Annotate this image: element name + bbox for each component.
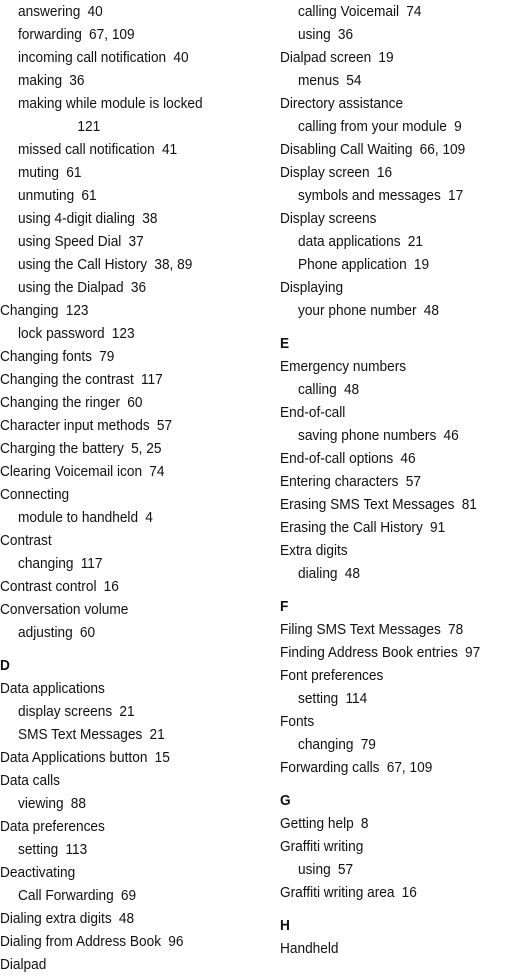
index-page-numbers: 57 xyxy=(405,473,421,490)
index-letter-heading: G xyxy=(280,792,291,809)
index-subentry xyxy=(280,230,499,253)
index-subentry xyxy=(0,0,243,23)
index-subentry xyxy=(280,23,499,46)
index-page-numbers: 79 xyxy=(99,348,115,365)
index-page-numbers: 48 xyxy=(343,381,360,398)
index-term: Getting help xyxy=(280,815,354,832)
index-term: Conversation volume xyxy=(0,601,129,618)
index-entry xyxy=(0,345,243,368)
index-page-numbers: 121 xyxy=(77,118,101,135)
index-term: Erasing SMS Text Messages xyxy=(280,496,455,513)
index-term: lock password xyxy=(18,325,105,342)
index-term: changing xyxy=(298,736,354,753)
index-entry xyxy=(0,414,243,437)
index-page-numbers: 54 xyxy=(346,72,362,89)
index-entry xyxy=(280,881,499,904)
index-entry xyxy=(280,641,499,664)
index-term: Display screen xyxy=(280,164,370,181)
index-entry xyxy=(0,677,243,700)
index-subentry xyxy=(0,322,243,345)
index-term: Phone application xyxy=(298,256,407,273)
index-page-numbers: 91 xyxy=(430,519,446,536)
index-continuation xyxy=(0,115,243,138)
index-term: Changing xyxy=(0,302,59,319)
index-term: viewing xyxy=(18,795,64,812)
index-entry xyxy=(0,299,243,322)
index-page-numbers: 57 xyxy=(156,417,173,434)
index-page-numbers: 79 xyxy=(360,736,376,753)
index-page-numbers: 74 xyxy=(149,463,165,480)
index-entry xyxy=(0,391,243,414)
index-page-numbers: 8 xyxy=(360,815,369,832)
index-term: your phone number xyxy=(298,302,417,319)
index-entry xyxy=(0,575,243,598)
index-term: Character input methods xyxy=(0,417,150,434)
index-term: Contrast control xyxy=(0,578,97,595)
index-subentry xyxy=(0,506,243,529)
index-page-numbers: 88 xyxy=(70,795,87,812)
index-entry xyxy=(0,746,243,769)
index-term: using Speed Dial xyxy=(18,233,122,250)
index-subentry xyxy=(0,69,243,92)
index-term: Data preferences xyxy=(0,818,105,835)
index-subentry xyxy=(0,184,243,207)
index-term: dialing xyxy=(298,565,338,582)
index-subentry xyxy=(280,0,499,23)
index-entry xyxy=(280,447,499,470)
index-subentry xyxy=(0,207,243,230)
index-entry xyxy=(280,207,499,230)
index-term: unmuting xyxy=(18,187,75,204)
index-page-numbers: 74 xyxy=(406,3,422,20)
index-entry xyxy=(280,664,499,687)
index-page-numbers: 36 xyxy=(337,26,354,43)
index-subentry xyxy=(0,138,243,161)
index-term: Deactivating xyxy=(0,864,76,881)
index-page-numbers: 46 xyxy=(400,450,416,467)
index-page-numbers: 21 xyxy=(407,233,424,250)
index-subentry xyxy=(0,792,243,815)
index-term: Dialpad xyxy=(0,956,47,973)
index-entry xyxy=(0,953,243,976)
index-entry xyxy=(0,769,243,792)
index-subentry xyxy=(0,276,243,299)
index-term: menus xyxy=(298,72,340,89)
index-term: calling Voicemail xyxy=(298,3,400,20)
index-term: Changing fonts xyxy=(0,348,92,365)
index-page-numbers: 46 xyxy=(443,427,459,444)
index-entry xyxy=(280,355,499,378)
section-gap xyxy=(280,585,499,595)
section-gap xyxy=(280,779,499,789)
index-term: Dialing extra digits xyxy=(0,910,112,927)
index-page-numbers: 81 xyxy=(461,496,477,513)
index-page-numbers: 38 xyxy=(142,210,158,227)
index-term: using the Call History xyxy=(18,256,148,273)
index-term: Directory assistance xyxy=(280,95,404,112)
index-entry xyxy=(0,930,243,953)
index-entry xyxy=(280,618,499,641)
index-subentry xyxy=(0,230,243,253)
index-right-column xyxy=(280,0,523,960)
index-term: making xyxy=(18,72,63,89)
index-page-numbers: 21 xyxy=(119,703,135,720)
index-term: Clearing Voicemail icon xyxy=(0,463,143,480)
index-term: setting xyxy=(18,841,59,858)
index-term: Changing the ringer xyxy=(0,394,121,411)
index-entry xyxy=(0,460,243,483)
index-entry xyxy=(280,756,499,779)
index-term: SMS Text Messages xyxy=(18,726,143,743)
index-entry xyxy=(0,529,243,552)
index-page-numbers: 117 xyxy=(140,371,163,388)
index-entry xyxy=(280,138,499,161)
index-entry xyxy=(0,861,243,884)
index-page-numbers: 67, 109 xyxy=(89,26,135,43)
index-subentry xyxy=(0,92,243,115)
index-term: changing xyxy=(18,555,74,572)
index-subentry xyxy=(0,621,243,644)
index-page-numbers: 5, 25 xyxy=(131,440,162,457)
index-entry xyxy=(280,710,499,733)
index-subentry xyxy=(280,115,499,138)
index-page-numbers: 38, 89 xyxy=(154,256,193,273)
index-letter-heading: F xyxy=(280,598,289,615)
index-term: Dialing from Address Book xyxy=(0,933,162,950)
index-page-numbers: 60 xyxy=(79,624,96,641)
index-term: End-of-call options xyxy=(280,450,394,467)
index-term: Graffiti writing area xyxy=(280,884,395,901)
index-term: Call Forwarding xyxy=(18,887,114,904)
index-entry xyxy=(0,437,243,460)
index-letter-heading: D xyxy=(0,657,10,674)
section-gap xyxy=(0,644,243,654)
index-subentry xyxy=(280,378,499,401)
index-term: Font preferences xyxy=(280,667,384,684)
index-page-numbers: 67, 109 xyxy=(386,759,433,776)
index-term: setting xyxy=(298,690,339,707)
index-term: Erasing the Call History xyxy=(280,519,423,536)
index-term: Display screens xyxy=(280,210,377,227)
index-entry xyxy=(0,598,243,621)
index-term: symbols and messages xyxy=(298,187,441,204)
index-subentry xyxy=(280,424,499,447)
index-page-numbers: 117 xyxy=(80,555,103,572)
index-entry xyxy=(280,92,499,115)
index-page-numbers: 19 xyxy=(378,49,394,66)
index-page-numbers: 37 xyxy=(128,233,144,250)
index-term: using xyxy=(298,861,331,878)
index-entry xyxy=(0,815,243,838)
index-entry xyxy=(280,539,499,562)
section-gap xyxy=(280,322,499,332)
index-subentry xyxy=(280,562,499,585)
index-term: Data applications xyxy=(0,680,105,697)
index-page-numbers: 57 xyxy=(337,861,354,878)
index-term: incoming call notification xyxy=(18,49,167,66)
index-entry xyxy=(280,276,499,299)
index-page-numbers: 16 xyxy=(376,164,393,181)
index-subentry xyxy=(0,884,243,907)
index-term: muting xyxy=(18,164,60,181)
index-page-numbers: 48 xyxy=(118,910,135,927)
index-page-numbers: 40 xyxy=(173,49,189,66)
index-subentry xyxy=(280,858,499,881)
index-page-numbers: 17 xyxy=(448,187,464,204)
index-entry xyxy=(0,907,243,930)
index-page-numbers: 16 xyxy=(103,578,119,595)
index-page-numbers: 123 xyxy=(111,325,135,342)
index-term: Contrast xyxy=(0,532,52,549)
index-page-numbers: 113 xyxy=(65,841,88,858)
index-subentry xyxy=(0,23,243,46)
index-page-numbers: 60 xyxy=(127,394,143,411)
index-term: using the Dialpad xyxy=(18,279,124,296)
index-page-numbers: 21 xyxy=(149,726,165,743)
index-letter-heading: H xyxy=(280,917,290,934)
index-page-numbers: 66, 109 xyxy=(419,141,466,158)
index-term: Graffiti writing xyxy=(280,838,364,855)
index-entry xyxy=(280,46,499,69)
index-term: saving phone numbers xyxy=(298,427,437,444)
index-entry xyxy=(280,812,499,835)
index-entry xyxy=(280,516,499,539)
index-term: using xyxy=(298,26,331,43)
index-subentry xyxy=(280,253,499,276)
section-gap xyxy=(280,904,499,914)
index-page-numbers: 61 xyxy=(66,164,82,181)
index-subentry xyxy=(280,299,499,322)
index-term: calling from your module xyxy=(298,118,447,135)
index-term: module to handheld xyxy=(18,509,139,526)
index-subentry xyxy=(0,723,243,746)
index-term: Emergency numbers xyxy=(280,358,407,375)
index-entry xyxy=(280,161,499,184)
index-page-numbers: 36 xyxy=(130,279,147,296)
index-subentry xyxy=(0,161,243,184)
index-term: display screens xyxy=(18,703,113,720)
index-term: Connecting xyxy=(0,486,70,503)
index-entry xyxy=(280,937,499,960)
index-page-numbers: 69 xyxy=(120,887,137,904)
index-term: Fonts xyxy=(280,713,315,730)
index-term: calling xyxy=(298,381,337,398)
index-term: Disabling Call Waiting xyxy=(280,141,413,158)
index-page-numbers: 114 xyxy=(345,690,368,707)
index-letter-heading: E xyxy=(280,335,290,352)
index-subentry xyxy=(0,253,243,276)
index-page-numbers: 61 xyxy=(81,187,97,204)
index-term: adjusting xyxy=(18,624,73,641)
index-entry xyxy=(0,368,243,391)
index-subentry xyxy=(0,700,243,723)
index-term: Data calls xyxy=(0,772,61,789)
index-page-numbers: 97 xyxy=(465,644,481,661)
index-term: Extra digits xyxy=(280,542,348,559)
index-term: Filing SMS Text Messages xyxy=(280,621,441,638)
index-page-numbers: 9 xyxy=(454,118,462,135)
index-term: making while module is locked xyxy=(18,95,203,112)
index-entry xyxy=(280,835,499,858)
index-term: Changing the contrast xyxy=(0,371,134,388)
index-term: forwarding xyxy=(18,26,82,43)
index-subentry xyxy=(0,46,243,69)
index-page-numbers: 4 xyxy=(145,509,153,526)
index-term: End-of-call xyxy=(280,404,346,421)
index-subentry xyxy=(280,687,499,710)
index-term: Finding Address Book entries xyxy=(280,644,458,661)
index-subentry xyxy=(280,733,499,756)
index-page-numbers: 16 xyxy=(401,884,417,901)
index-term: Data Applications button xyxy=(0,749,148,766)
index-subentry xyxy=(280,184,499,207)
index-subentry xyxy=(0,838,243,861)
index-subentry xyxy=(280,69,499,92)
index-term: data applications xyxy=(298,233,401,250)
index-term: Handheld xyxy=(280,940,339,957)
index-term: Forwarding calls xyxy=(280,759,380,776)
index-term: Displaying xyxy=(280,279,344,296)
index-subentry xyxy=(0,552,243,575)
index-page-numbers: 48 xyxy=(423,302,439,319)
index-page-numbers: 48 xyxy=(344,565,360,582)
index-entry xyxy=(280,401,499,424)
index-entry xyxy=(280,470,499,493)
index-term: using 4-digit dialing xyxy=(18,210,136,227)
index-page-numbers: 15 xyxy=(154,749,170,766)
index-entry xyxy=(0,483,243,506)
index-page-numbers: 123 xyxy=(65,302,89,319)
index-term: Dialpad screen xyxy=(280,49,372,66)
index-page-numbers: 78 xyxy=(448,621,464,638)
index-term: answering xyxy=(18,3,81,20)
index-page-numbers: 36 xyxy=(69,72,85,89)
index-term: missed call notification xyxy=(18,141,155,158)
index-page-numbers: 96 xyxy=(168,933,184,950)
index-term: Entering characters xyxy=(280,473,399,490)
index-page-numbers: 19 xyxy=(413,256,430,273)
index-page-numbers: 40 xyxy=(87,3,103,20)
index-page-numbers: 41 xyxy=(161,141,178,158)
index-entry xyxy=(280,493,499,516)
index-term: Charging the battery xyxy=(0,440,124,457)
